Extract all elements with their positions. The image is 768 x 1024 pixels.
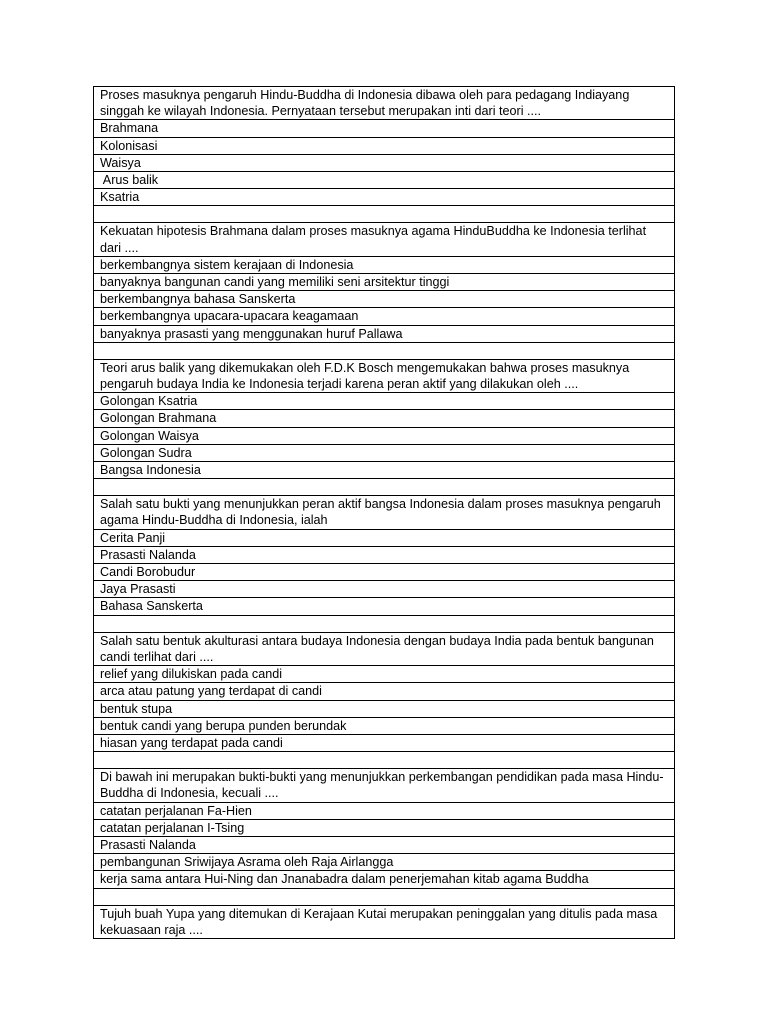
option-row: [94, 189, 675, 206]
option-text: Golongan Sudra: [94, 444, 675, 461]
option-row: [94, 529, 675, 546]
question-row: [94, 496, 675, 529]
option-row: [94, 666, 675, 683]
option-row: [94, 581, 675, 598]
question-row: [94, 223, 675, 256]
option-row: [94, 154, 675, 171]
option-row: [94, 274, 675, 291]
spacer-row: [94, 888, 675, 905]
spacer-row: [94, 752, 675, 769]
option-row: [94, 802, 675, 819]
option-row: [94, 871, 675, 888]
option-text: bentuk stupa: [94, 700, 675, 717]
option-row: [94, 120, 675, 137]
question-text: Proses masuknya pengaruh Hindu-Buddha di Indonesia dibawa oleh para pedagang Indiayang singgah ke wilayah Indonesia. Pernyataan tersebut merupakan inti dari teori ....: [94, 87, 675, 120]
option-text: Prasasti Nalanda: [94, 836, 675, 853]
option-text: Golongan Ksatria: [94, 393, 675, 410]
question-text: Di bawah ini merupakan bukti-bukti yang menunjukkan perkembangan pendidikan pada masa Hindu-Buddha di Indonesia, kecuali ....: [94, 769, 675, 802]
option-text: Jaya Prasasti: [94, 581, 675, 598]
option-row: [94, 598, 675, 615]
option-text: Arus balik: [94, 172, 675, 189]
option-row: [94, 291, 675, 308]
option-row: [94, 444, 675, 461]
option-row: [94, 819, 675, 836]
option-row: [94, 683, 675, 700]
option-text: Prasasti Nalanda: [94, 546, 675, 563]
option-text: Bangsa Indonesia: [94, 462, 675, 479]
option-row: [94, 734, 675, 751]
question-row: [94, 632, 675, 665]
option-row: [94, 393, 675, 410]
quiz-table: [93, 86, 675, 939]
option-row: [94, 700, 675, 717]
option-row: [94, 564, 675, 581]
option-row: [94, 137, 675, 154]
option-row: [94, 308, 675, 325]
option-text: arca atau patung yang terdapat di candi: [94, 683, 675, 700]
option-text: banyaknya bangunan candi yang memiliki seni arsitektur tinggi: [94, 274, 675, 291]
option-text: kerja sama antara Hui-Ning dan Jnanabadra dalam penerjemahan kitab agama Buddha: [94, 871, 675, 888]
option-row: [94, 717, 675, 734]
option-text: Golongan Waisya: [94, 427, 675, 444]
option-text: Cerita Panji: [94, 529, 675, 546]
option-text: Ksatria: [94, 189, 675, 206]
question-text: Salah satu bukti yang menunjukkan peran aktif bangsa Indonesia dalam proses masuknya pengaruh agama Hindu-Buddha di Indonesia, ialah: [94, 496, 675, 529]
question-row: [94, 359, 675, 392]
question-text: Teori arus balik yang dikemukakan oleh F.D.K Bosch mengemukakan bahwa proses masuknya pengaruh budaya India ke Indonesia terjadi karena peran aktif yang dilakukan oleh ....: [94, 359, 675, 392]
question-text: Tujuh buah Yupa yang ditemukan di Kerajaan Kutai merupakan peninggalan yang ditulis pada masa kekuasaan raja ....: [94, 905, 675, 938]
option-row: [94, 462, 675, 479]
option-text: Bahasa Sanskerta: [94, 598, 675, 615]
spacer-row: [94, 206, 675, 223]
option-row: [94, 256, 675, 273]
option-text: relief yang dilukiskan pada candi: [94, 666, 675, 683]
option-text: catatan perjalanan I-Tsing: [94, 819, 675, 836]
question-row: [94, 87, 675, 120]
option-text: berkembangnya bahasa Sanskerta: [94, 291, 675, 308]
option-text: pembangunan Sriwijaya Asrama oleh Raja Airlangga: [94, 854, 675, 871]
spacer-row: [94, 615, 675, 632]
option-text: Candi Borobudur: [94, 564, 675, 581]
option-text: berkembangnya upacara-upacara keagamaan: [94, 308, 675, 325]
option-text: banyaknya prasasti yang menggunakan huruf Pallawa: [94, 325, 675, 342]
option-row: [94, 546, 675, 563]
option-text: hiasan yang terdapat pada candi: [94, 734, 675, 751]
option-row: [94, 854, 675, 871]
option-text: catatan perjalanan Fa-Hien: [94, 802, 675, 819]
question-row: [94, 905, 675, 938]
option-text: bentuk candi yang berupa punden berundak: [94, 717, 675, 734]
question-text: Kekuatan hipotesis Brahmana dalam proses masuknya agama HinduBuddha ke Indonesia terlihat dari ....: [94, 223, 675, 256]
spacer-row: [94, 479, 675, 496]
option-text: Golongan Brahmana: [94, 410, 675, 427]
option-row: [94, 410, 675, 427]
option-row: [94, 172, 675, 189]
document-page: [93, 86, 675, 939]
option-text: berkembangnya sistem kerajaan di Indonesia: [94, 256, 675, 273]
question-row: [94, 769, 675, 802]
option-row: [94, 427, 675, 444]
question-text: Salah satu bentuk akulturasi antara budaya Indonesia dengan budaya India pada bentuk bangunan candi terlihat dari ....: [94, 632, 675, 665]
option-row: [94, 836, 675, 853]
option-row: [94, 325, 675, 342]
option-text: Brahmana: [94, 120, 675, 137]
spacer-row: [94, 342, 675, 359]
option-text: Kolonisasi: [94, 137, 675, 154]
option-text: Waisya: [94, 154, 675, 171]
